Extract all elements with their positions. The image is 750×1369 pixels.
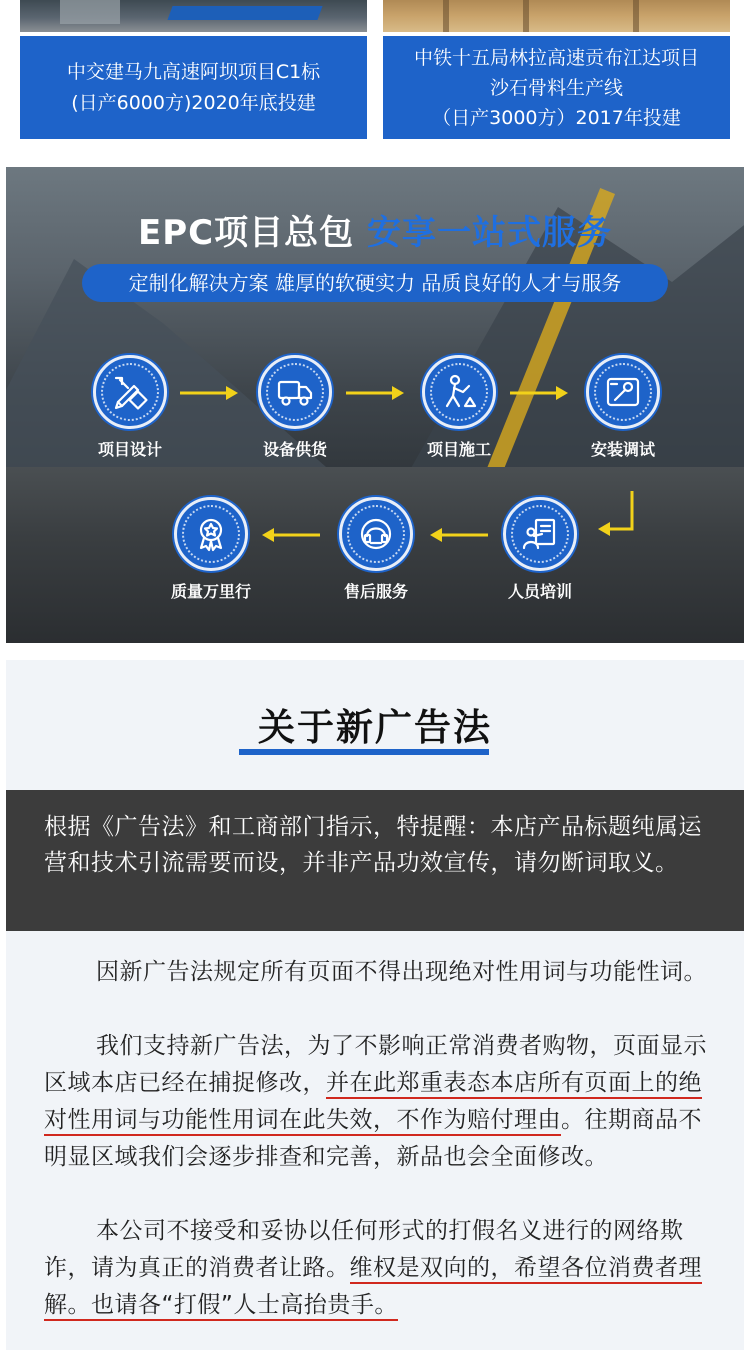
headset-icon [339,497,413,571]
epc-title-plain: EPC项目总包 [138,213,355,253]
arrow-right-icon [178,383,242,403]
step-quality [151,497,271,602]
award-badge-icon [174,497,248,571]
arrow-left-icon [426,525,490,545]
step-label: 售后服务 [343,582,408,601]
arrow-right-icon [508,383,572,403]
design-tools-icon [93,355,167,429]
step-staff-training [480,497,600,602]
project-caption-line: （日产3000方）2017年投建 [432,106,681,129]
ad-law-paragraph-2 [44,1028,712,1176]
epc-banner [6,167,744,643]
ad-law-notice: 根据《广告法》和工商部门指示，特提醒：本店产品标题纯属运营和技术引流需要而设，并非产品功效宣传，请勿断词取义。 [6,790,744,931]
underlined-statement: 并在此郑重表态本店所有页面上的绝对性用词与功能性用词在此失效，不作为赔付理由 [44,1070,702,1136]
paragraph-text: 。往期商品不明显区域我们会逐步排查和完善，新品也会全面修改。 [44,1107,702,1170]
arrow-right-icon [344,383,408,403]
underlined-statement: 维权是双向的，希望各位消费者理解。也请各“打假”人士高抬贵手。 [44,1255,702,1321]
arrow-down-left-icon [590,489,640,539]
project-caption-right [383,36,730,139]
project-caption-line: (日产6000方)2020年底投建 [71,91,316,114]
ad-law-paragraph-3 [44,1213,712,1324]
ad-law-paragraph-1 [44,954,712,991]
arrow-left-icon [258,525,322,545]
epc-title-highlight: 安享一站式服务 [366,213,612,253]
construction-worker-icon [422,355,496,429]
epc-subtitle: 定制化解决方案 雄厚的软硬实力 品质良好的人才与服务 [82,264,668,302]
paragraph-text: 本公司不接受和妥协以任何形式的打假名义进行的网络欺诈，请为真正的消费者让路。 [44,1218,684,1281]
trainer-board-icon [503,497,577,571]
step-label: 安装调试 [590,440,655,459]
project-caption-line: 中交建马九高速阿坝项目C1标 [66,60,321,83]
step-equipment-supply [235,355,355,460]
step-installation [563,355,683,460]
ad-law-section [6,660,744,1350]
step-label: 设备供货 [262,440,327,459]
step-project-design [70,355,190,460]
step-label: 人员培训 [507,582,572,601]
project-photo-left [20,0,367,32]
title-underline [239,749,489,755]
project-photo-right [383,0,730,32]
project-cards [0,0,750,160]
step-label: 质量万里行 [170,582,251,601]
ad-law-title: 关于新广告法 [258,706,492,749]
step-after-sales [316,497,436,602]
project-caption-left [20,36,367,139]
step-construction [399,355,519,460]
project-caption-line: 中铁十五局林拉高速贡布江达项目 [413,46,699,69]
wrench-icon [586,355,660,429]
paragraph-text: 我们支持新广告法，为了不影响正常消费者购物，页面显示区域本店已经在捕捉修改， [44,1033,707,1096]
truck-icon [258,355,332,429]
project-caption-line: 沙石骨料生产线 [489,76,623,99]
step-label: 项目设计 [97,440,162,459]
paragraph-text: 因新广告法规定所有页面不得出现绝对性用词与功能性词。 [96,959,707,985]
epc-title [6,205,744,254]
step-label: 项目施工 [426,440,491,459]
